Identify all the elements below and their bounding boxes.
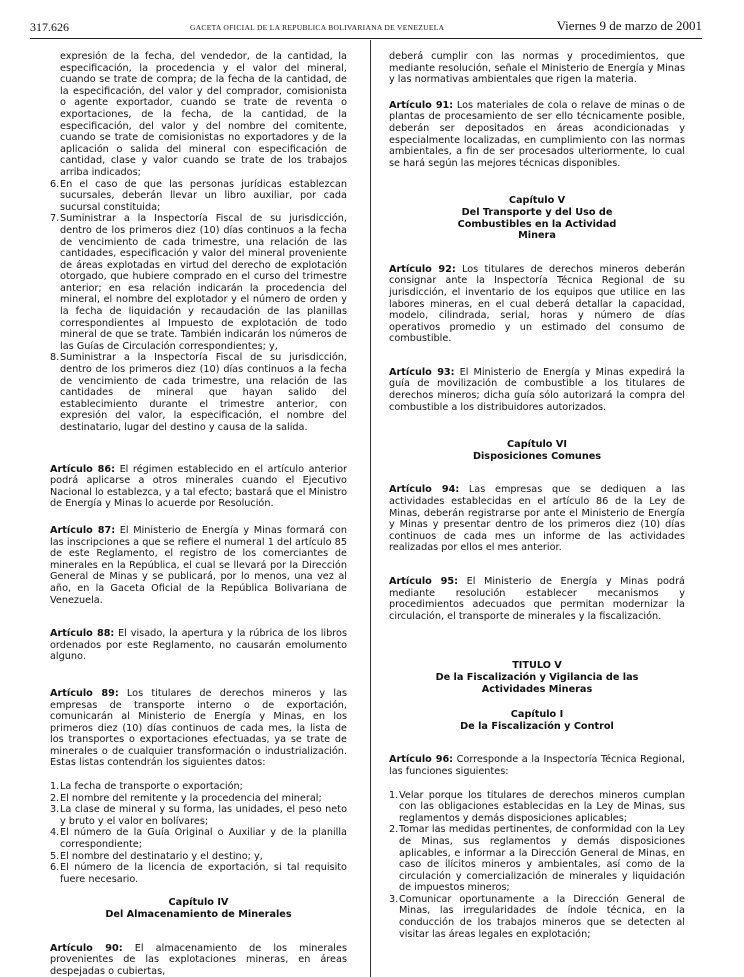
list-item: 2. El nombre del remitente y la procedencia del mineral; [50, 792, 322, 804]
right-column [389, 51, 685, 940]
chapter-4-subtitle: Del Almacenamiento de Minerales [105, 909, 292, 920]
list-item: 5. El nombre del destinatario y el destino; y, [50, 850, 263, 862]
list-item: 7. Suministrar a la Inspectoría Fiscal de su jurisdicción, dentro de los primeros diez (10) días continuos a la fecha de vencimiento de cada trimestre, una relación de las cantidades, especificación y valor del mineral proveniente de áreas explotadas en virtud del derecho de explotación otorgado, que hubiere comprado en el curso del trimestre anterior; en esa relación indicarán la procedencia del mineral, el nombre del explotador y el número de orden y la fecha de liquidación y recaudación de las planillas correspondientes al Impuesto de explotación de todo mineral de que se trate. También indicarán los números de las Guías de Circulación correspondientes; y, [50, 213, 347, 352]
page-header [30, 18, 702, 39]
article-91: Artículo 91: Los materiales de cola o relave de minas o de plantas de procesamiento de ser ello técnicamente posible, deberán ser depositados en áreas acondicionadas y especialmente localizadas, en cumplimiento con las normas ambientales, a fin de ser procesados ulteriormente, lo cual se hará según las mejores técnicas disponibles. [389, 99, 685, 169]
article-95: Artículo 95: El Ministerio de Energía y Minas podrá mediante resolución establecer mecanismos y procedimientos adecuados que permitan modernizar la circulación, el transporte de minerales y la fiscalización. [389, 576, 685, 622]
chapter-5-subtitle: Del Transporte y del Uso de Combustibles en la Actividad Minera [457, 206, 617, 242]
article-88: Artículo 88: El visado, la apertura y la rúbrica de los libros ordenados por este Reglamento, no causarán emolumento alguno. [50, 628, 347, 663]
article-94: Artículo 94: Las empresas que se dediquen a las actividades establecidas en el artículo 86 de la Ley de Minas, deberán registrarse por ante el Ministerio de Energía y Minas y presentar dentro de los primeros diez (10) días continuos de cada mes un informe de las actividades realizadas por ellos el mes anterior. [389, 484, 686, 554]
chapter-1-subtitle: De la Fiscalización y Control [460, 720, 614, 732]
article-89: Artículo 89: Los titulares de derechos mineros y las empresas de transporte interno o de exportación, comunicarán al Ministerio de Energía y Minas, en los primeros diez (10) días continuos de cada mes, la lista de los transportes o exportaciones efectuadas, ya se trate de minerales o de cualquier transformación o industrialización. Estas listas contendrán los siguientes datos: [50, 687, 347, 769]
title-5: TITULO V [512, 660, 562, 672]
transport-data-list [50, 781, 347, 885]
gazette-title: GACETA OFICIAL DE LA REPUBLICA BOLIVARIANA DE VENEZUELA [190, 23, 445, 32]
list-item: 1. La fecha de transporte o exportación; [50, 781, 243, 793]
list-item-continuation: expresión de la fecha, del vendedor, de la cantidad, la especificación, la procedencia y el valor del mineral, cuando se trate de compra; de la fecha de la cantidad, de la especificación, del valor y del comprador, comisionista o agente exportador, cuando se trate de reventa o exportaciones, de la fecha, de la cantidad, de la especificación, del valor y del nombre del comitente, cuando se trate de comisionistas no exportadores y de la aplicación o salida del mineral con especificación de cantidad, clase y valor cuando se trate de los trabajos arriba indicados; [60, 51, 347, 178]
obligations-list [50, 179, 347, 434]
title-5-subtitle: De la Fiscalización y Vigilancia de las Actividades Mineras [435, 671, 639, 695]
chapter-5-title: Capítulo V [508, 195, 566, 207]
list-item: 4. El número de la Guía Original o Auxiliar y de la planilla correspondiente; [50, 827, 347, 851]
list-item: 2. Tomar las medidas pertinentes, de conformidad con la Ley de Minas, sus reglamentos y demás disposiciones aplicables, e informar a la Dirección General de Minas, en caso de ilícitos mineros y ambientales, así como de la circulación y comercialización de minerales y liquidación de impuestos mineros; [389, 824, 685, 894]
chapter-6-title: Capítulo VI [507, 439, 567, 451]
article-86: Artículo 86: El régimen establecido en el artículo anterior podrá aplicarse a otros minerales cuando el Ejecutivo Nacional lo establezca, y a tal efecto; bastará que el Ministro de Energía y Minas lo acuerde por Resolución. [50, 463, 347, 510]
article-92: Artículo 92: Los titulares de derechos mineros deberán consignar ante la Inspectoría Técnica Regional de su jurisdicción, el inventario de los equipos que utilice en las labores mineras, en el cual deberá detallar la capacidad, modelo, cilindrada, serial, horas y número de días operativos promedio y un estimado del consumo de combustible. [389, 263, 685, 345]
article-90-continuation: deberá cumplir con las normas y procedimientos, que mediante resolución, señale el Ministerio de Energía y Minas y las normativas ambientales que rigen la materia. [389, 51, 685, 86]
page-number: 317.626 [30, 20, 69, 34]
article-87: Artículo 87: El Ministerio de Energía y Minas formará con las inscripciones a que se refiere el numeral 1 del artículo 85 de este Reglamento, el registro de los comerciantes de minerales en la República, el cual se llevará por la Dirección General de Minas y se publicará, por lo menos, una vez al año, en la Gaceta Oficial de la República Bolivariana de Venezuela. [50, 524, 347, 606]
list-item: 3. La clase de mineral y su forma, las unidades, el peso neto y bruto y el valor en bolívares; [50, 804, 347, 827]
list-item: 6. En el caso de que las personas jurídicas establezcan sucursales, deberán llevar un libro auxiliar, por cada sucursal constituida; [50, 178, 347, 213]
column-divider [370, 40, 371, 977]
list-item: 3. Comunicar oportunamente a la Dirección General de Minas, las irregularidades de índole técnica, en la conducción de los trabajos mineros que se detecten al visitar las áreas legales en explotación; [389, 893, 685, 940]
article-93: Artículo 93: El Ministerio de Energía y Minas expedirá la guía de movilización de combustible a los titulares de derechos mineros; dicha guía sólo autorizará la compra del combustible a los distribuidores autorizados. [389, 366, 685, 413]
chapter-6-subtitle: Disposiciones Comunes [472, 450, 602, 462]
left-column [50, 51, 347, 977]
issue-date: Viernes 9 de marzo de 2001 [556, 18, 702, 33]
list-item: 8. Suministrar a la Inspectoría Fiscal de su jurisdicción, dentro de los primeros diez (10) días continuos a la fecha de vencimiento de cada trimestre, una relación de las cantidades de mineral que hayan salido del establecimiento durante el trimestre anterior, con expresión del valor, la especificación, el nombre del destinatario, lugar del destino y causa de la salida. [50, 352, 347, 433]
inspectorate-functions-list [389, 790, 685, 941]
chapter-1-title: Capítulo I [510, 709, 564, 721]
list-item: 1. Velar porque los titulares de derechos mineros cumplan con las obligaciones establecidas en la Ley de Minas, sus reglamentos y demás disposiciones aplicables; [389, 789, 685, 824]
article-90: Artículo 90: El almacenamiento de los minerales provenientes de las explotaciones mineras, en áreas despejadas o cubiertas, [50, 942, 347, 977]
list-item: 6. El número de la licencia de exportación, si tal requisito fuere necesario. [50, 862, 347, 885]
article-96: Artículo 96: Corresponde a la Inspectoría Técnica Regional, las funciones siguientes: [389, 754, 685, 777]
chapter-4-title: Capítulo IV [168, 897, 229, 909]
